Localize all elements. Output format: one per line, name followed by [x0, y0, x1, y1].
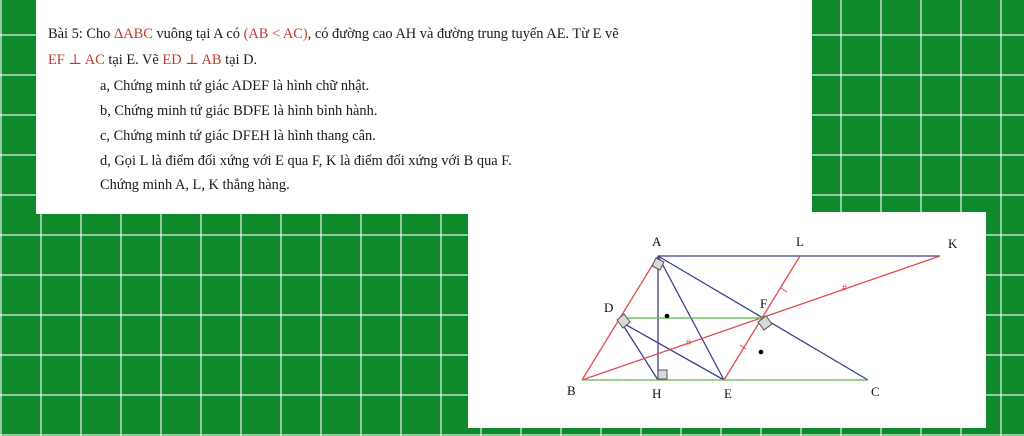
tick-fk: # — [842, 283, 847, 294]
part-d-conclusion: Chứng minh A, L, K thẳng hàng. — [100, 177, 290, 193]
part-b: b, Chứng minh tứ giác BDFE là hình bình hành. — [100, 103, 378, 119]
problem-line2-suffix: tại D. — [221, 52, 258, 68]
label-k: K — [948, 236, 958, 251]
label-f: F — [760, 296, 768, 311]
segment-dh — [621, 322, 658, 380]
tick-bf: # — [686, 338, 691, 349]
ed-perp-ab: ED ⊥ AB — [162, 52, 222, 68]
point-dot-2 — [759, 350, 764, 355]
problem-suffix: , có đường cao AH và đường trung tuyến AE. Từ E vẽ — [307, 26, 619, 42]
label-h: H — [652, 386, 662, 401]
part-c: c, Chứng minh tứ giác DFEH là hình thang cân. — [100, 128, 376, 144]
right-angle-h-marker — [658, 370, 667, 379]
label-b: B — [567, 383, 576, 398]
label-a: A — [652, 234, 662, 249]
tick-fl — [781, 288, 787, 292]
triangle-abc: ΔABC — [113, 26, 153, 42]
problem-line2-mid: tại E. Vẽ — [104, 52, 163, 68]
ab-lt-ac-condition: (AB < AC) — [243, 26, 308, 42]
label-d: D — [604, 300, 614, 315]
point-dot-1 — [665, 314, 670, 319]
label-c: C — [871, 384, 880, 399]
problem-mid: vuông tại A có — [152, 26, 244, 42]
ef-perp-ac: EF ⊥ AC — [48, 52, 105, 68]
label-l: L — [796, 234, 804, 249]
problem-prefix: Bài 5: Cho — [48, 26, 114, 42]
label-e: E — [724, 386, 732, 401]
part-d: d, Gọi L là điểm đối xứng với E qua F, K là điểm đối xứng với B qua F. — [100, 153, 512, 169]
part-a: a, Chứng minh tứ giác ADEF là hình chữ nhật. — [100, 78, 370, 94]
right-angle-a-marker — [652, 258, 664, 270]
